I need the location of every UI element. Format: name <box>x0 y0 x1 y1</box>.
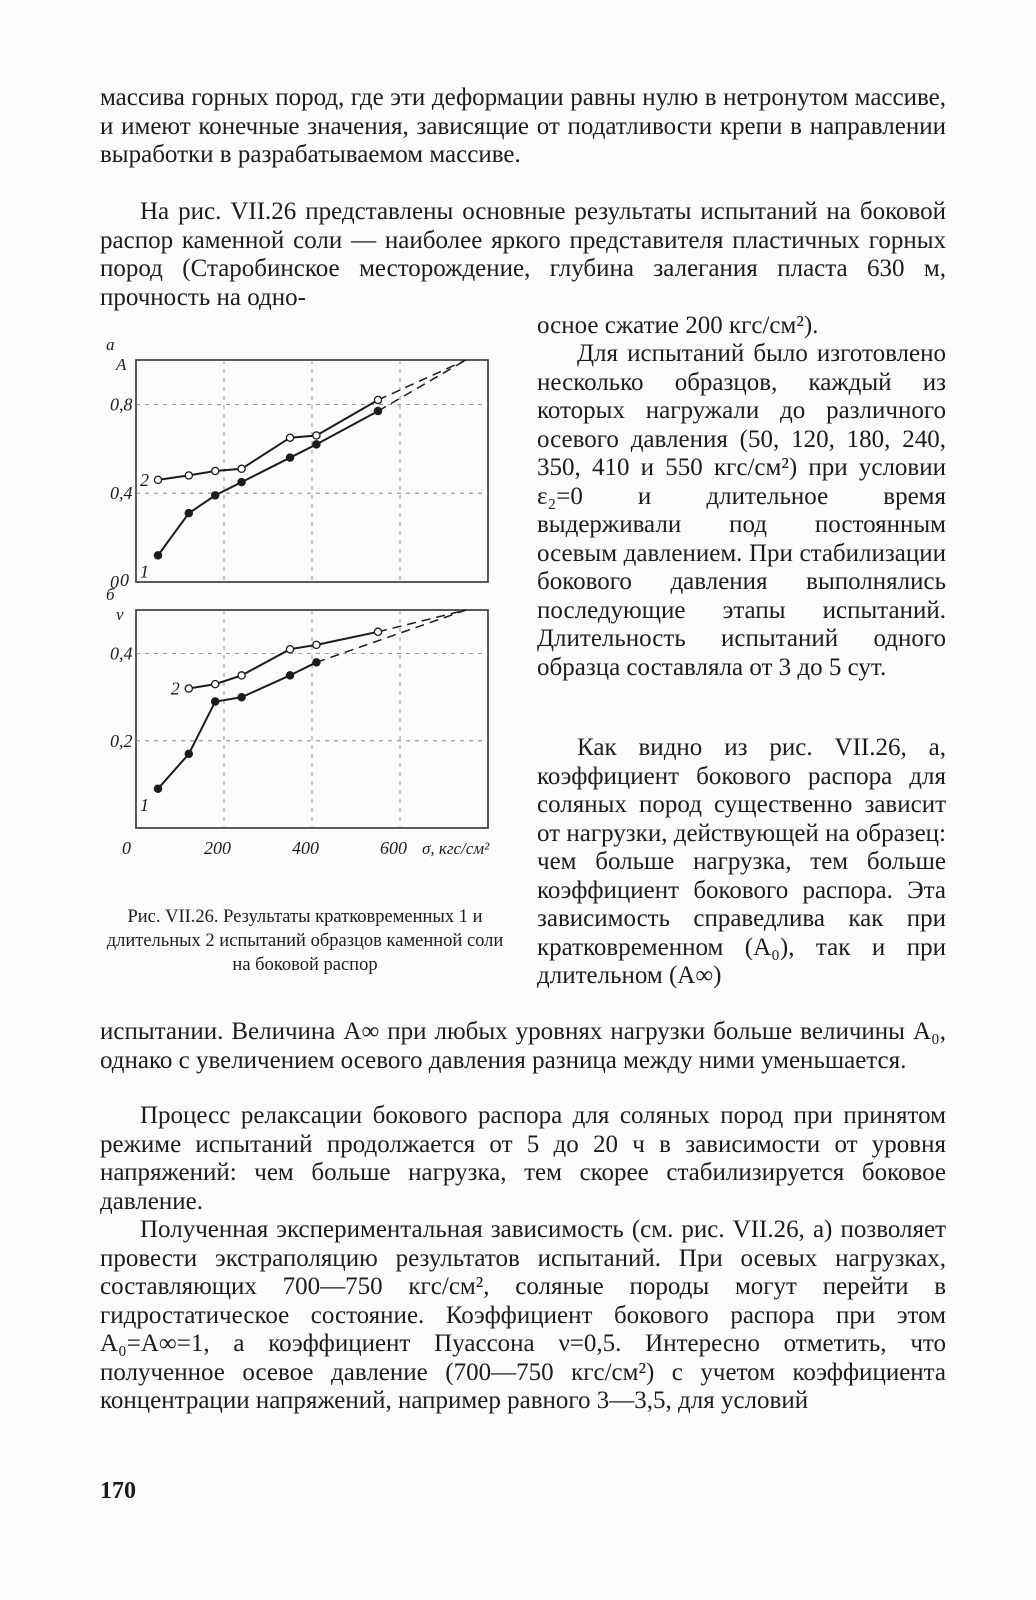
panel-a-y-tick-label: 0,4 <box>110 483 133 504</box>
panel-a-letter: a <box>106 335 115 354</box>
panel-a-point-1 <box>374 407 381 414</box>
panel-b-y-tick-label: 0,2 <box>110 730 133 751</box>
panel-a-point-2 <box>154 476 161 483</box>
panel-a-point-1 <box>212 492 219 499</box>
paragraph-2 <box>100 198 946 312</box>
panel-b-curve-2 <box>189 632 378 689</box>
panel-b-point-1 <box>212 698 219 705</box>
paragraph-6-text: Полученная экспериментальная зависимость (см. рис. VII.26, a) позволяет провести экстраполяцию результатов испытаний. При осевых нагрузках, составляющих 700—750 кгс/см², соляные породы могут перейти в гидростатическое состояние. Коэффициент бокового распора при этом A₀=A∞=1, а коэффициент Пуассона ν=0,5. Интересно отметить, что полученное осевое давление (700—750 кгс/см²) с учетом коэффициента концентрации напряжений, например равного 3—3,5, для условий <box>100 1216 946 1414</box>
panel-b-point-2 <box>212 681 219 688</box>
panel-b-letter: б <box>106 585 115 604</box>
panel-b-y-tick-label: 0,4 <box>110 643 133 664</box>
panel-a-point-1 <box>185 510 192 517</box>
panel-a-extrapolation-2 <box>378 360 466 400</box>
paragraph-2-text: На рис. VII.26 представлены основные результаты испытаний на боковой распор каменной соли — наиболее яркого представителя пластичных горных пород (Старобинское месторождение, глубина залегания пласта 630 м, прочность на одно- <box>100 198 946 311</box>
panel-b-point-2 <box>374 628 381 635</box>
panel-b-point-2 <box>313 641 320 648</box>
panel-b-point-1 <box>313 659 320 666</box>
paragraph-3-text: Для испытаний было изготовлено несколько образцов, каждый из которых нагружали до различного осевого давления (50, 120, 180, 240, 350, 410 и 550 кгс/см²) при условии ε₂=0 и длительное время выдерживали под постоянным осевым давлением. При стабилизации бокового давления выполнялись последующие этапы испытаний. Длительность испытаний одного образца составляла от 3 до 5 сут. <box>537 340 946 681</box>
panel-a-point-2 <box>374 396 381 403</box>
paragraph-1: массива горных пород, где эти деформации равны нулю в нетронутом массиве, и имеют конечные значения, зависящие от податливости крепи в направлении выработки в разрабатываемом массиве. <box>100 84 946 168</box>
panel-a-point-1 <box>154 552 161 559</box>
panel-b-curve-1 <box>158 662 316 789</box>
panel-b-y-label: ν <box>116 605 124 624</box>
paragraph-4-full: испытании. Величина A∞ при любых уровнях нагрузки больше величины A₀, однако с увеличением осевого давления разница между ними уменьшается. <box>100 1018 946 1074</box>
x-axis-label: σ, кгс/см² <box>422 839 490 858</box>
panel-a-point-2 <box>286 434 293 441</box>
x-tick-label: 400 <box>292 838 319 858</box>
panel-a-y-label: A <box>116 355 127 374</box>
panel-a-point-2 <box>313 432 320 439</box>
panel-a-origin-label: 0 <box>120 570 129 590</box>
panel-b-point-1 <box>286 672 293 679</box>
panel-b-extrapolation-2 <box>378 610 466 632</box>
x-tick-label: 600 <box>380 838 407 858</box>
figure-caption: Рис. VII.26. Результаты кратковременных 1 и длительных 2 испытаний образцов каменной соли на боковой распор <box>106 907 504 975</box>
x-tick-label: 200 <box>204 838 231 858</box>
paragraph-2-tail: осное сжатие 200 кгс/см²). <box>537 312 819 339</box>
paragraph-4-side-text: Как видно из рис. VII.26, a, коэффициент бокового распора для соляных пород существенно зависит от нагрузки, действующей на образец: чем больше нагрузка, тем больше коэффициент бокового распора. Эта зависимость справедлива как при кратковременном (A₀), так и при длительном (A∞) <box>537 734 946 989</box>
panel-b-point-1 <box>185 750 192 757</box>
panel-b-point-1 <box>238 694 245 701</box>
panel-a-point-2 <box>185 472 192 479</box>
panel-a-curve-label-1: 1 <box>140 561 149 582</box>
page-number: 170 <box>100 1478 136 1504</box>
panel-a-point-2 <box>212 467 219 474</box>
panel-a-point-1 <box>238 479 245 486</box>
panel-a-point-1 <box>286 454 293 461</box>
panel-a-curve-1 <box>158 411 378 555</box>
panel-b-point-1 <box>154 785 161 792</box>
paragraph-4-side <box>537 734 946 991</box>
panel-b-point-2 <box>286 646 293 653</box>
panel-a-y-tick-label: 0,8 <box>110 394 133 415</box>
panel-b-curve-label-1: 1 <box>140 794 149 815</box>
panel-a-y-tick-label: 0 <box>110 572 119 592</box>
panel-b-extrapolation-1 <box>316 610 466 662</box>
paragraph-5-text: Процесс релаксации бокового распора для соляных пород при принятом режиме испытаний продолжается от 5 до 20 ч в зависимости от уровня напряжений: чем больше нагрузка, тем скорее стабилизируется боковое давление. <box>100 1102 946 1215</box>
panel-a-curve-label-2: 2 <box>140 469 149 490</box>
figure-vii-26-plots <box>96 332 526 902</box>
x-tick-label: 0 <box>122 838 131 858</box>
panel-a-point-2 <box>238 465 245 472</box>
paragraph-3 <box>537 340 946 682</box>
panel-b-curve-label-2: 2 <box>170 678 180 699</box>
paragraph-6 <box>100 1216 946 1416</box>
paragraph-5 <box>100 1102 946 1216</box>
panel-a-point-1 <box>313 441 320 448</box>
panel-b-point-2 <box>238 672 245 679</box>
panel-b-point-2 <box>185 685 192 692</box>
panel-a-extrapolation-1 <box>378 360 466 411</box>
